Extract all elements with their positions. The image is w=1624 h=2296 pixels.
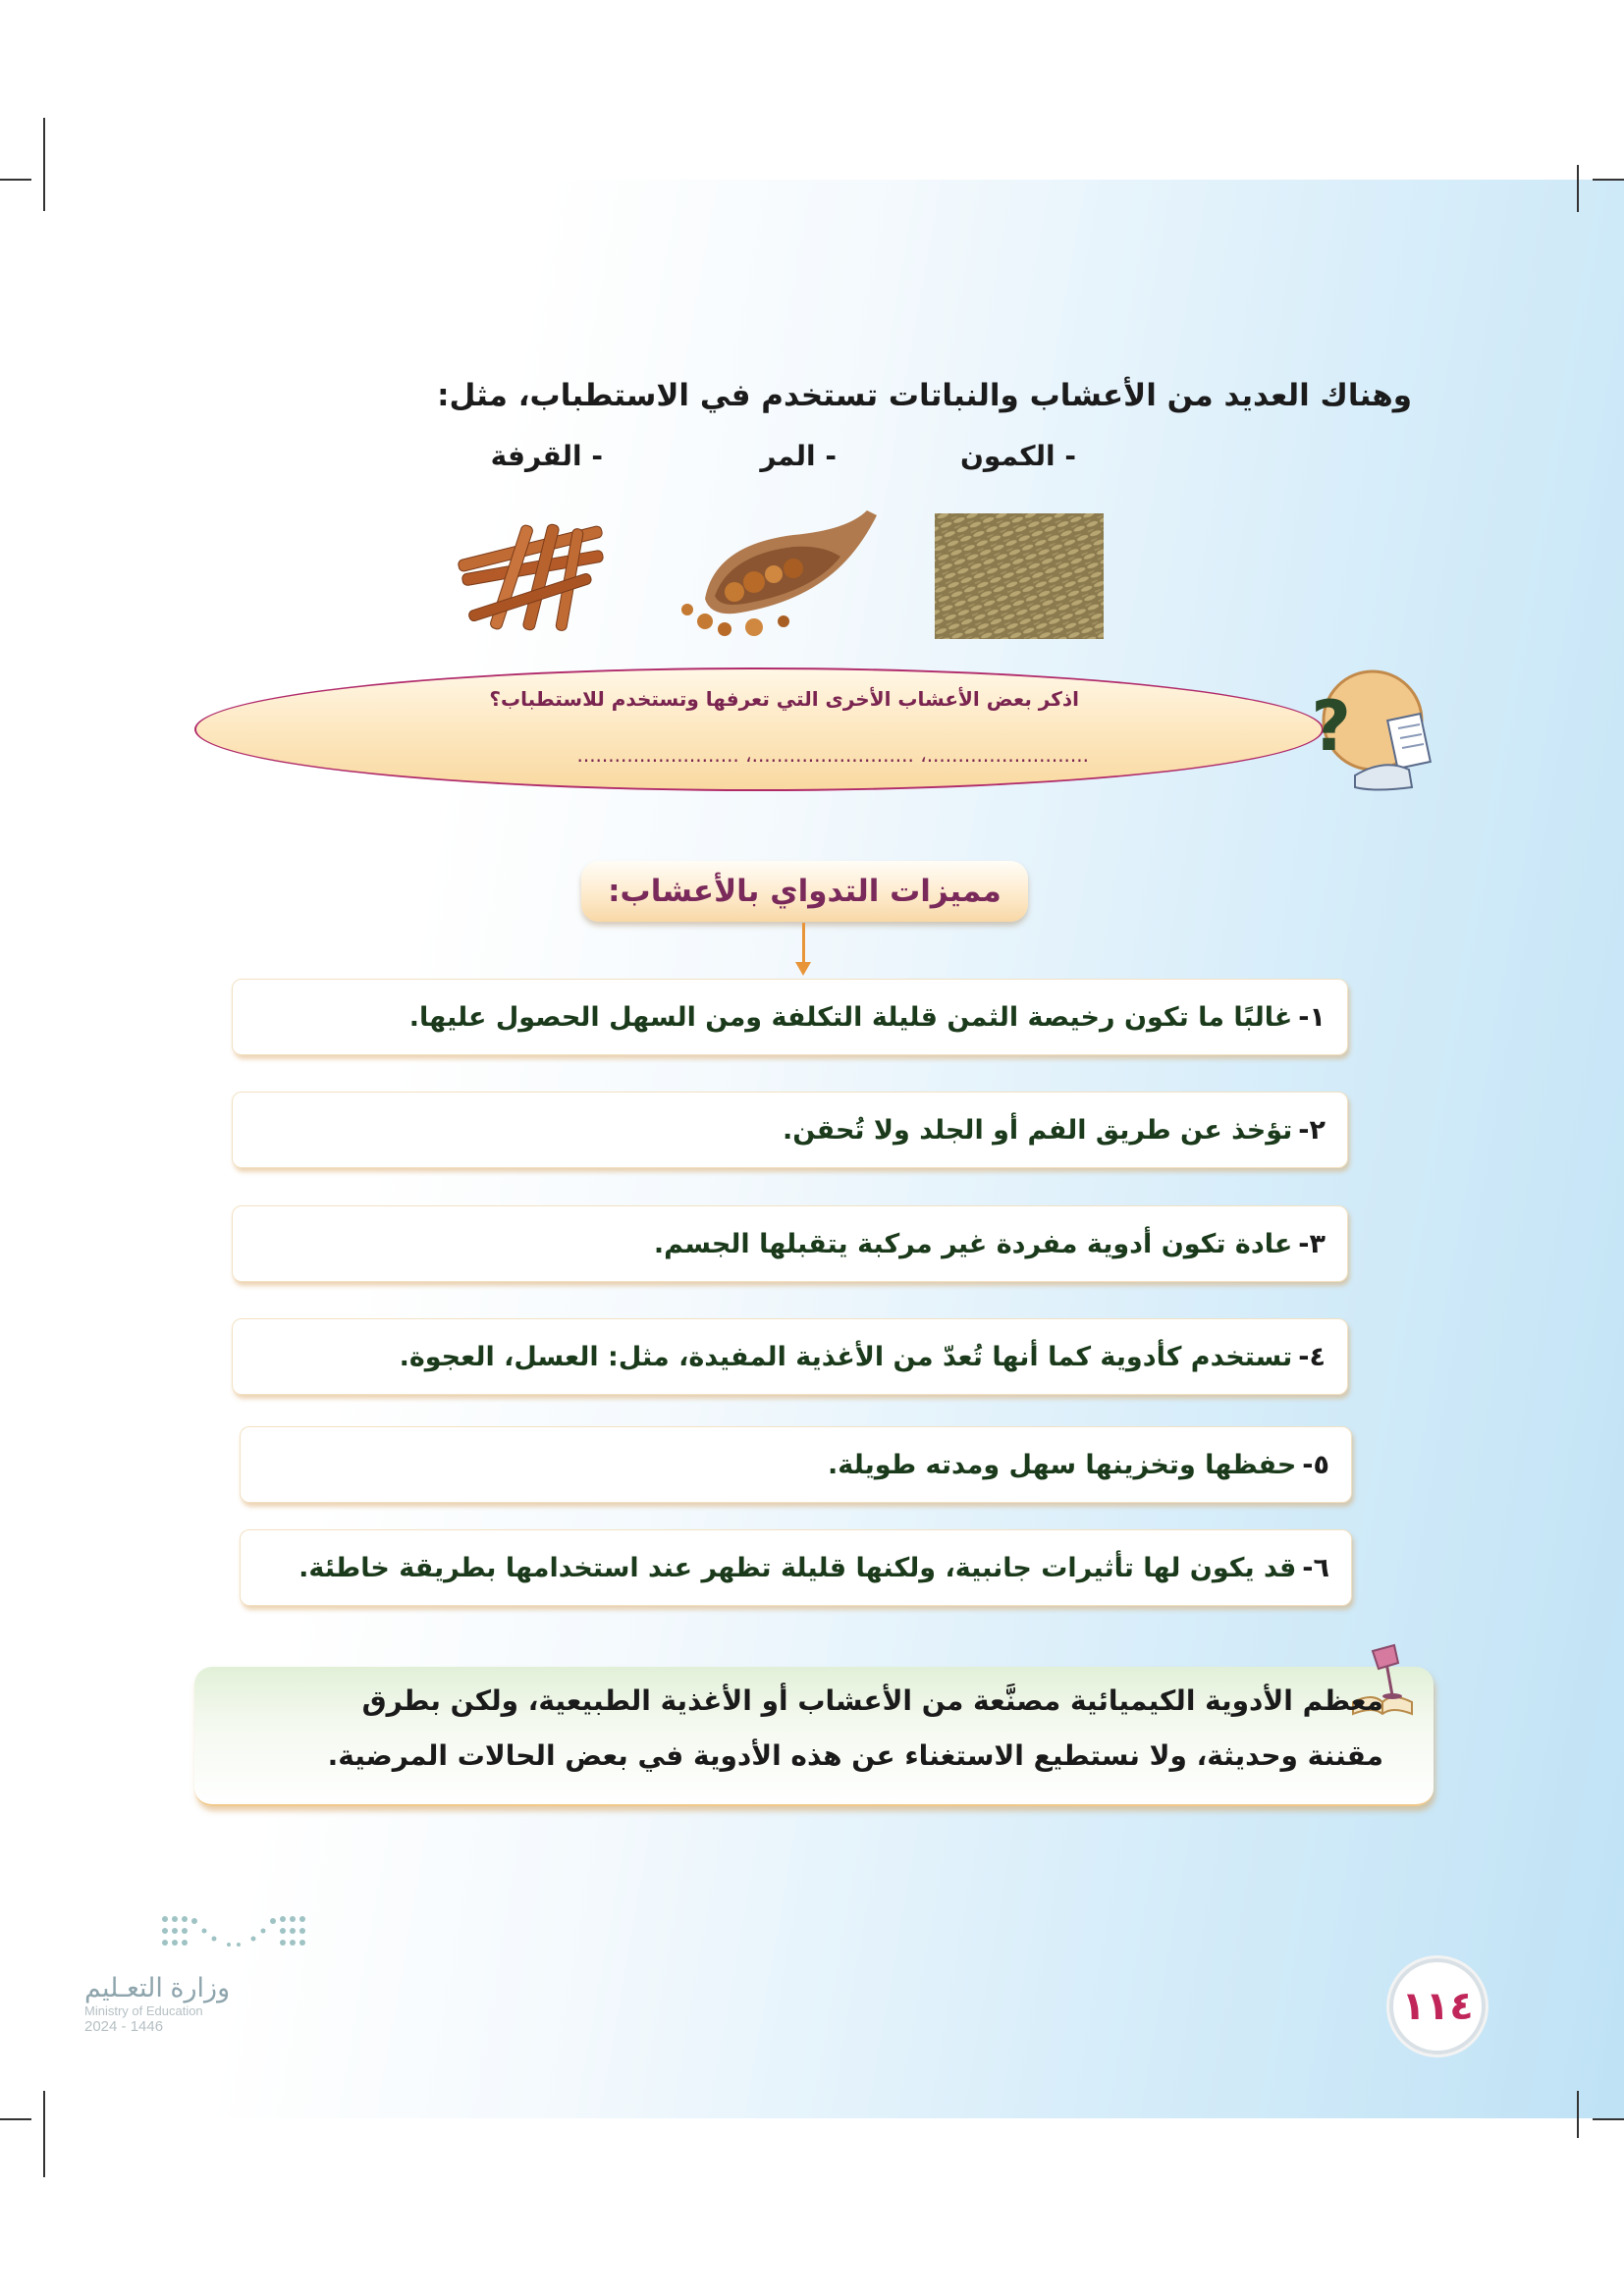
crop-mark xyxy=(43,118,45,211)
feature-item xyxy=(232,1318,1348,1395)
feature-number: ٦- xyxy=(1302,1552,1329,1583)
herb-name-myrrh: - المر xyxy=(760,440,837,472)
ministry-english: Ministry of Education xyxy=(84,2003,203,2018)
myrrh-scoop-image xyxy=(676,506,887,643)
feature-text: حفظها وتخزينها سهل ومدته طويلة. xyxy=(828,1449,1297,1480)
crop-mark xyxy=(1577,165,1579,212)
question-bubble xyxy=(194,667,1324,791)
question-text: اذكر بعض الأعشاب الأخرى التي تعرفها وتستخدم للاستطباب؟ xyxy=(489,687,1079,711)
feature-number: ٥- xyxy=(1302,1449,1329,1480)
cumin-seeds-image xyxy=(935,513,1104,639)
intro-sentence: وهناك العديد من الأعشاب والنباتات تستخدم في الاستطباب، مثل: xyxy=(437,378,1412,413)
question-thinker-icon xyxy=(1311,660,1438,797)
ministry-logo-dots xyxy=(155,1909,332,1958)
answer-blanks[interactable]: ..........................، ..........................، .......................... xyxy=(576,743,1089,767)
note-line-2: مقننة وحديثة، ولا نستطيع الاستغناء عن هذه الأدوية في بعض الحالات المرضية. xyxy=(327,1739,1383,1772)
feature-item xyxy=(240,1426,1352,1503)
herb-name-cinnamon: - القرفة xyxy=(490,440,603,472)
feature-item xyxy=(240,1529,1352,1606)
feature-text: غالبًا ما تكون رخيصة الثمن قليلة التكلفة ومن السهل الحصول عليها. xyxy=(408,1001,1293,1033)
ministry-branding xyxy=(84,1973,251,2035)
feature-number: ٤- xyxy=(1298,1341,1326,1372)
feature-number: ٢- xyxy=(1298,1114,1326,1146)
note-line-1: معظم الأدوية الكيميائية مصنَّعة من الأعشاب أو الأغذية الطبيعية، ولكن بطرق xyxy=(361,1684,1383,1717)
feature-text: تؤخذ عن طريق الفم أو الجلد ولا تُحقن. xyxy=(782,1114,1293,1146)
feature-text: تستخدم كأدوية كما أنها تُعدّ من الأغذية المفيدة، مثل: العسل، العجوة. xyxy=(399,1341,1293,1372)
feature-text: عادة تكون أدوية مفردة غير مركبة يتقبلها الجسم. xyxy=(653,1228,1293,1259)
feature-number: ٣- xyxy=(1298,1228,1326,1259)
feature-item xyxy=(232,1205,1348,1282)
down-arrow-icon xyxy=(802,923,805,966)
page-number: ١١٤ xyxy=(1389,1958,1486,2055)
crop-mark xyxy=(43,2091,45,2177)
features-title: مميزات التدواي بالأعشاب: xyxy=(581,861,1028,922)
feature-item xyxy=(232,979,1348,1055)
ministry-arabic: وزارة التعـليم xyxy=(84,1973,231,2002)
herb-name-cumin: - الكمون xyxy=(960,440,1076,472)
ministry-year: 2024 - 1446 xyxy=(84,2018,164,2035)
crop-mark xyxy=(1593,2118,1624,2120)
cinnamon-sticks-image xyxy=(447,513,614,639)
crop-mark xyxy=(0,179,31,181)
crop-mark xyxy=(0,2118,31,2120)
crop-mark xyxy=(1593,179,1624,181)
feature-item xyxy=(232,1092,1348,1168)
feature-number: ١- xyxy=(1298,1001,1326,1033)
crop-mark xyxy=(1577,2091,1579,2138)
feature-text: قد يكون لها تأثيرات جانبية، ولكنها قليلة تظهر عند استخدامها بطريقة خاطئة. xyxy=(298,1552,1297,1583)
svg-text:?: ? xyxy=(1311,686,1351,767)
arrow-head-icon xyxy=(795,962,811,976)
